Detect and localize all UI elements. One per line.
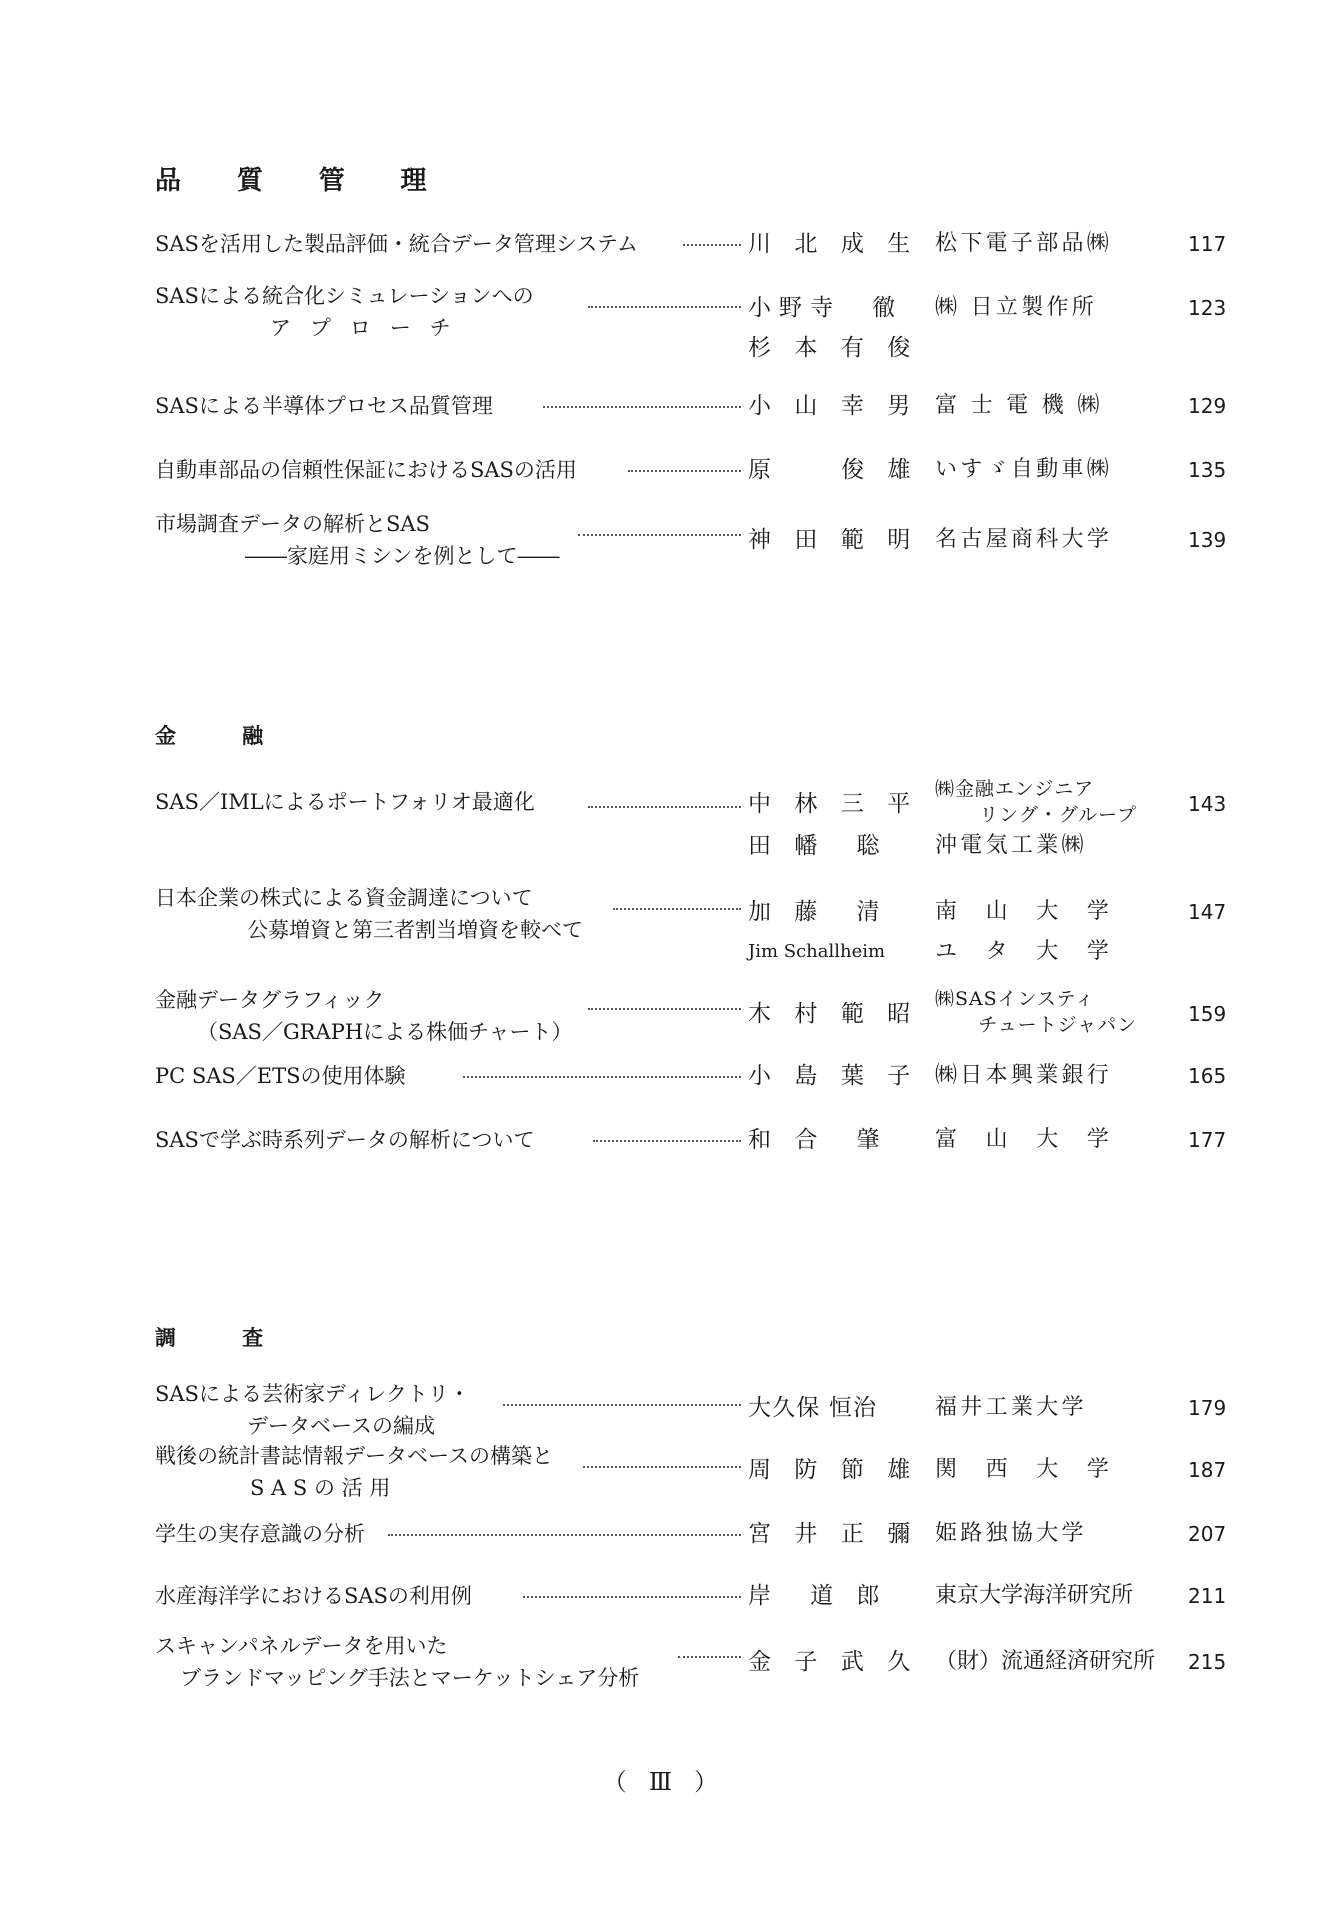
- entry-author: 小 山 幸 男: [748, 393, 919, 419]
- entry-title: PC SAS／ETSの使用体験: [155, 1064, 406, 1088]
- entry-affiliation: いすゞ自動車㈱: [935, 457, 1113, 482]
- dot-leader: [683, 244, 741, 246]
- dot-leader: [678, 1656, 741, 1658]
- entry-author: Jim Schallheim: [748, 941, 886, 962]
- entry-author: 大久保 恒治: [748, 1395, 878, 1421]
- dot-leader: [613, 908, 741, 910]
- entry-title: 戦後の統計書誌情報データベースの構築と S A S の 活 用: [155, 1444, 553, 1500]
- entry-author: 宮 井 正 彌: [748, 1521, 919, 1547]
- entry-affiliation: ユ タ 大 学: [935, 939, 1113, 964]
- entry-page-number: 123: [1188, 296, 1227, 320]
- section-heading-survey: 調 査: [155, 1326, 293, 1350]
- entry-page-number: 159: [1188, 1002, 1227, 1026]
- entry-title: SASで学ぶ時系列データの解析について: [155, 1128, 535, 1152]
- section-heading-quality: 品 質 管 理: [155, 166, 450, 196]
- entry-title: SASによる半導体プロセス品質管理: [155, 394, 493, 418]
- entry-author: 和 合 肇: [748, 1127, 888, 1153]
- entry-page-number: 129: [1188, 394, 1227, 418]
- entry-page-number: 147: [1188, 900, 1227, 924]
- entry-author: 周 防 節 雄: [748, 1457, 919, 1483]
- entry-page-number: 215: [1188, 1650, 1227, 1674]
- entry-title: スキャンパネルデータを用いた ブランドマッピング手法とマーケットシェア分析: [155, 1634, 640, 1690]
- entry-affiliation: 富 士 電 機 ㈱: [935, 393, 1103, 418]
- entry-affiliation: 東京大学海洋研究所: [935, 1583, 1134, 1608]
- entry-title: 自動車部品の信頼性保証におけるSASの活用: [155, 458, 577, 482]
- dot-leader: [543, 406, 741, 408]
- entry-affiliation: ㈱金融エンジニア リング・グループ: [935, 778, 1137, 826]
- entry-page-number: 187: [1188, 1458, 1227, 1482]
- dot-leader: [588, 306, 741, 308]
- entry-author: 川 北 成 生: [748, 231, 919, 257]
- entry-title: 水産海洋学におけるSASの利用例: [155, 1584, 472, 1608]
- entry-title: 金融データグラフィック （SAS／GRAPHによる株価チャート）: [155, 988, 573, 1044]
- entry-affiliation: 名古屋商科大学: [935, 527, 1113, 552]
- entry-page-number: 165: [1188, 1064, 1227, 1088]
- entry-affiliation: 富 山 大 学: [935, 1127, 1113, 1152]
- entry-affiliation: （財）流通経済研究所: [935, 1649, 1156, 1674]
- entry-page-number: 135: [1188, 458, 1227, 482]
- entry-affiliation: ㈱日本興業銀行: [935, 1063, 1113, 1088]
- entry-author: 木 村 範 昭: [748, 1001, 919, 1027]
- entry-affiliation: 沖電気工業㈱: [935, 833, 1087, 858]
- entry-page-number: 143: [1188, 792, 1227, 816]
- dot-leader: [583, 1466, 741, 1468]
- entry-affiliation: ㈱ 日立製作所: [935, 295, 1098, 320]
- entry-affiliation: 姫路独協大学: [935, 1521, 1087, 1546]
- section-heading-finance: 金 融: [155, 724, 293, 748]
- entry-page-number: 179: [1188, 1396, 1227, 1420]
- entry-author: 杉 本 有 俊: [748, 335, 919, 361]
- entry-affiliation: ㈱SASインスティ チュートジャパン: [935, 988, 1137, 1036]
- dot-leader: [593, 1140, 741, 1142]
- entry-title: SASによる統合化シミュレーションへの アプローチ: [155, 284, 534, 340]
- entry-affiliation: 松下電子部品㈱: [935, 231, 1113, 256]
- entry-author: 原 俊 雄: [748, 457, 919, 483]
- entry-page-number: 177: [1188, 1128, 1227, 1152]
- dot-leader: [588, 1008, 741, 1010]
- page-footer-number: （ Ⅲ ）: [602, 1768, 726, 1796]
- entry-author: 加 藤 清: [748, 899, 888, 925]
- dot-leader: [588, 806, 741, 808]
- entry-author: 金 子 武 久: [748, 1649, 919, 1675]
- dot-leader: [578, 534, 741, 536]
- dot-leader: [388, 1534, 741, 1536]
- entry-title: SAS／IMLによるポートフォリオ最適化: [155, 790, 535, 814]
- entry-page-number: 139: [1188, 528, 1227, 552]
- entry-title: SASを活用した製品評価・統合データ管理システム: [155, 232, 638, 256]
- entry-affiliation: 南 山 大 学: [935, 899, 1113, 924]
- entry-author: 神 田 範 明: [748, 527, 919, 553]
- entry-title: SASによる芸術家ディレクトリ・ データベースの編成: [155, 1382, 470, 1438]
- entry-author: 岸 道 郎: [748, 1583, 888, 1609]
- entry-page-number: 211: [1188, 1584, 1227, 1608]
- entry-author: 小野寺 徹: [748, 295, 904, 321]
- entry-author: 中 林 三 平: [748, 791, 919, 817]
- entry-affiliation: 福井工業大学: [935, 1395, 1087, 1420]
- dot-leader: [463, 1076, 741, 1078]
- entry-title: 日本企業の株式による資金調達について 公募増資と第三者割当増資を較べて: [155, 886, 583, 942]
- entry-title: 市場調査データの解析とSAS ――家庭用ミシンを例として――: [155, 512, 560, 568]
- entry-affiliation: 関 西 大 学: [935, 1457, 1113, 1482]
- entry-page-number: 207: [1188, 1522, 1227, 1546]
- entry-title: 学生の実存意識の分析: [155, 1522, 365, 1546]
- dot-leader: [628, 470, 741, 472]
- dot-leader: [523, 1596, 741, 1598]
- entry-author: 小 島 葉 子: [748, 1063, 919, 1089]
- dot-leader: [503, 1404, 741, 1406]
- entry-page-number: 117: [1188, 232, 1227, 256]
- entry-author: 田 幡 聡: [748, 833, 888, 859]
